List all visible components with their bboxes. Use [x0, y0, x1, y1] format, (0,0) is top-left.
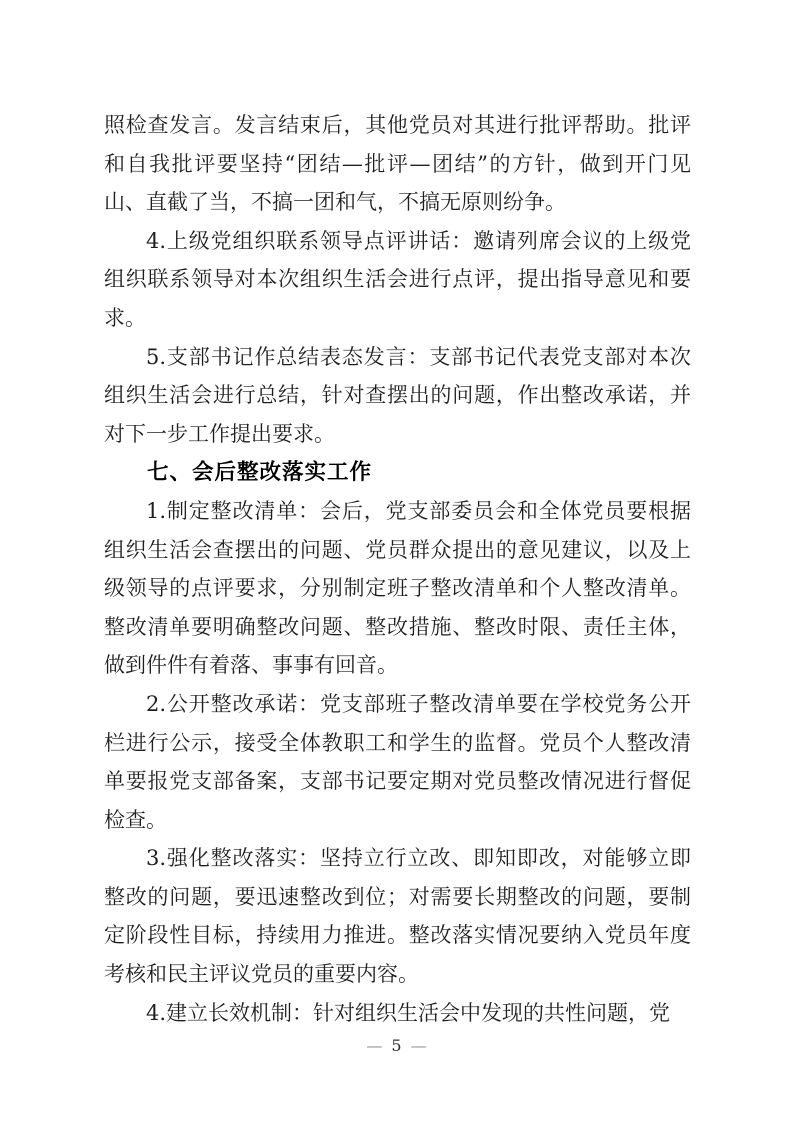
- document-body: [104, 106, 691, 1032]
- page-footer: [0, 1036, 793, 1056]
- paragraph-item-4-leader-comments: 4.上级党组织联系领导点评讲话：邀请列席会议的上级党组织联系领导对本次组织生活会进行点评，提出指导意见和要求。: [104, 228, 691, 330]
- section-heading-7: 七、会后整改落实工作: [147, 460, 373, 485]
- footer-dash-right: —: [410, 1036, 427, 1055]
- page-number: 5: [391, 1036, 402, 1055]
- paragraph-continuation: 照检查发言。发言结束后，其他党员对其进行批评帮助。批评和自我批评要坚持“团结—批评—团结”的方针，做到开门见山、直截了当，不搞一团和气，不搞无原则纷争。: [104, 113, 691, 215]
- paragraph-item-3-strengthen-implementation: 3.强化整改落实：坚持立行立改、即知即改，对能够立即整改的问题，要迅速整改到位；对需要长期整改的问题，要制定阶段性目标，持续用力推进。整改落实情况要纳入党员年度考核和民主评议党员的重要内容。: [104, 846, 691, 987]
- paragraph-item-2-public-commitment: 2.公开整改承诺：党支部班子整改清单要在学校党务公开栏进行公示，接受全体教职工和学生的监督。党员个人整改清单要报党支部备案，支部书记要定期对党员整改情况进行督促检查。: [104, 691, 691, 832]
- paragraph-item-4-long-term-mechanism-clipped: 4.建立长效机制：针对组织生活会中发现的共性问题，党: [146, 1000, 671, 1025]
- paragraph-item-1-rectification-list: 1.制定整改清单：会后，党支部委员会和全体党员要根据组织生活会查摆出的问题、党员群众提出的意见建议，以及上级领导的点评要求，分别制定班子整改清单和个人整改清单。整改清单要明确整改问题、整改措施、整改时限、责任主体，做到件件有着落、事事有回音。: [104, 498, 691, 678]
- paragraph-item-5-secretary-summary: 5.支部书记作总结表态发言：支部书记代表党支部对本次组织生活会进行总结，针对查摆出的问题，作出整改承诺，并对下一步工作提出要求。: [104, 344, 691, 446]
- footer-dash-left: —: [366, 1036, 383, 1055]
